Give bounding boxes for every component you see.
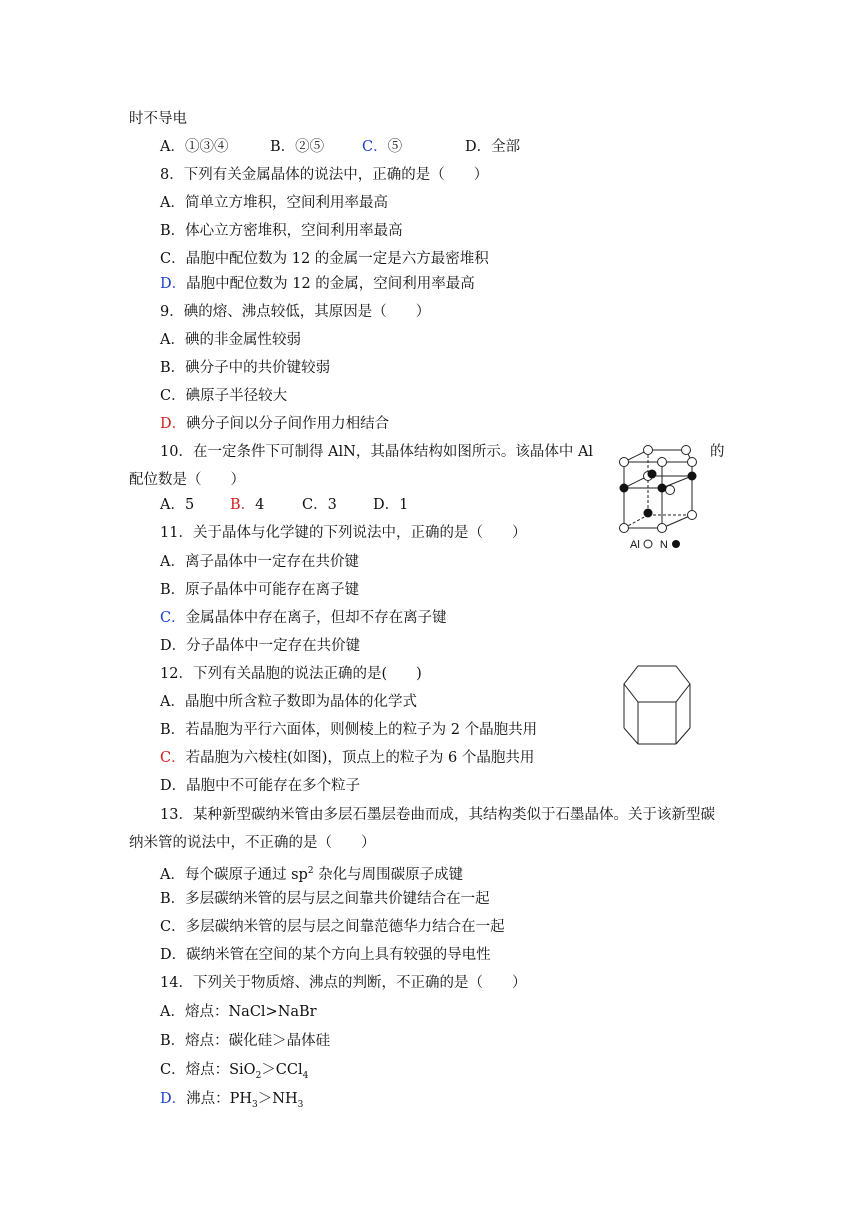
q13-option-b: B．多层碳纳米管的层与层之间靠共价键结合在一起 [160, 891, 490, 907]
legend-al-circle-icon [643, 539, 653, 549]
q11-option-c: C．金属晶体中存在离子，但却不存在离子键 [160, 610, 447, 626]
q11-stem: 11．关于晶体与化学键的下列说法中，正确的是（ ） [160, 525, 527, 541]
q12-option-d: D．晶胞中不可能存在多个粒子 [160, 778, 361, 794]
q8-option-c: C．晶胞中配位数为 12 的金属一定是六方最密堆积 [160, 251, 489, 267]
q13-option-a: A．每个碳原子通过 $sp^2$ 杂化与周围碳原子成键 [160, 866, 464, 883]
q10-option-b: B．4 [230, 497, 265, 513]
q7-option-d: D．全部 [465, 139, 521, 155]
hexagonal-prism-figure [618, 660, 698, 750]
q11-option-b: B．原子晶体中可能存在离子键 [160, 582, 360, 598]
q8-option-d: D．晶胞中配位数为 12 的金属，空间利用率最高 [160, 276, 475, 292]
q9-option-a: A．碘的非金属性较弱 [160, 332, 301, 348]
q12-option-c: C．若晶胞为六棱柱(如图)，顶点上的粒子为 6 个晶胞共用 [160, 750, 535, 766]
q10-option-c: C．3 [302, 497, 337, 513]
q14-option-a: A．熔点：NaCl>NaBr [160, 1004, 317, 1020]
q13-option-c: C．多层碳纳米管的层与层之间靠范德华力结合在一起 [160, 919, 505, 935]
n-atoms [620, 470, 697, 518]
q8-option-b: B．体心立方密堆积，空间利用率最高 [160, 223, 403, 239]
q7-option-a: A．①③④ [160, 139, 229, 155]
q9-stem: 9．碘的熔、沸点较低，其原因是（ ） [160, 304, 431, 320]
aln-legend [630, 538, 681, 552]
q9-option-b: B．碘分子中的共价键较弱 [160, 360, 331, 376]
q8-stem: 8．下列有关金属晶体的说法中，正确的是（ ） [160, 167, 489, 183]
q12-stem: 12．下列有关晶胞的说法正确的是( ) [160, 666, 422, 682]
q10-option-a: A．5 [160, 497, 195, 513]
q8-option-a: A．简单立方堆积，空间利用率最高 [160, 195, 388, 211]
q14-option-c: C．熔点：SiO$_2$＞CCl$_4$ [160, 1062, 309, 1081]
q10-stem: 10．在一定条件下可制得 AlN，其晶体结构如图所示。该晶体中 Al [160, 444, 594, 460]
q7-option-b: B．②⑤ [270, 139, 325, 155]
q10-option-d: D．1 [373, 497, 409, 513]
q9-option-d: D．碘分子间以分子间作用力相结合 [160, 416, 390, 432]
q12-option-a: A．晶胞中所含粒子数即为晶体的化学式 [160, 694, 417, 710]
q10-stem-tail: 的 [710, 444, 725, 460]
intro-text: 时不导电 [129, 111, 187, 127]
legend-n-circle-icon [671, 539, 681, 549]
q11-option-a: A．离子晶体中一定存在共价键 [160, 554, 359, 570]
q14-option-d: D．沸点：$PH_3>NH_3$ [160, 1091, 304, 1110]
q13-stem-line2: 纳米管的说法中，不正确的是（ ） [129, 835, 376, 851]
q14-option-b: B．熔点：碳化硅＞晶体硅 [160, 1033, 331, 1049]
q13-stem-line1: 13．某种新型碳纳米管由多层石墨层卷曲而成，其结构类似于石墨晶体。关于该新型碳 [160, 807, 715, 823]
q12-option-b: B．若晶胞为平行六面体，则侧棱上的粒子为 2 个晶胞共用 [160, 722, 538, 738]
legend-al-label: Al [630, 539, 640, 551]
legend-n-label: N [659, 539, 668, 551]
q13-option-d: D．碳纳米管在空间的某个方向上具有较强的导电性 [160, 947, 491, 963]
q11-option-d: D．分子晶体中一定存在共价键 [160, 638, 361, 654]
q9-option-c: C．碘原子半径较大 [160, 388, 288, 404]
q14-stem: 14．下列关于物质熔、沸点的判断，不正确的是（ ） [160, 975, 527, 991]
q10-stem-line2: 配位数是（ ） [129, 472, 245, 488]
q7-option-c: C．⑤ [362, 139, 403, 155]
